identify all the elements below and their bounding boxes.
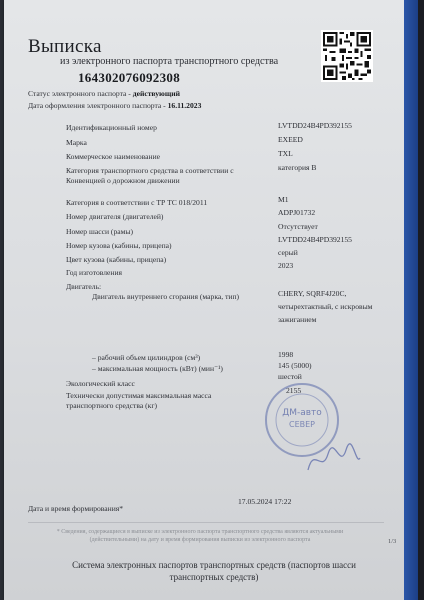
field-label-make: Марка xyxy=(66,138,87,147)
generated-label: Дата и время формирования* xyxy=(28,504,124,513)
field-label-body-number: Номер кузова (кабины, прицепа) xyxy=(66,241,172,250)
field-label-engine-number: Номер двигателя (двигателей) xyxy=(66,212,164,221)
footnote: * Сведения, содержащиеся в выписке из электронного паспорта транспортного средства являются актуальными (действительными) на дату и время формирования выписки из электронного паспорта xyxy=(56,529,344,543)
document-number: 164302076092308 xyxy=(78,70,180,85)
passport-status: Статус электронного паспорта - действующий xyxy=(28,89,181,98)
folder-edge xyxy=(404,0,418,600)
field-value-max-power: 145 (5000) xyxy=(278,361,312,370)
issue-date: Дата оформления электронного паспорта - 16.11.2023 xyxy=(28,101,202,110)
status-value: действующий xyxy=(132,89,181,98)
issue-date-value: 16.11.2023 xyxy=(167,101,202,110)
background-edge xyxy=(418,0,424,600)
system-name: Система электронных паспортов транспортных средств (паспортов шасси транспортных средств) xyxy=(72,560,356,582)
field-label-displacement: – рабочий объем цилиндров (см³) xyxy=(92,353,201,362)
page-subtitle: из электронного паспорта транспортного средства xyxy=(60,56,279,67)
field-value-year: 2023 xyxy=(278,261,294,270)
field-label-engine: Двигатель: xyxy=(66,282,102,291)
qr-code-icon xyxy=(321,30,373,82)
field-label-commercial-name: Коммерческое наименование xyxy=(66,152,161,161)
field-value-body-color: серый xyxy=(278,248,298,257)
field-label-max-power: – максимальная мощность (кВт) (мин⁻¹) xyxy=(92,364,223,373)
field-value-max-mass: 2155 xyxy=(286,386,302,395)
field-label-year: Год изготовления xyxy=(66,268,123,277)
field-value-eco-class: шестой xyxy=(278,372,302,381)
field-label-max-mass: Технически допустимая максимальная масса транспортного средства (кг) xyxy=(66,391,212,410)
page-title: Выписка xyxy=(28,36,102,57)
field-value-category-convention: категория B xyxy=(278,163,317,172)
field-value-engine-type: CHERY, SQRF4J20C, четырехтактный, с искровым зажиганием xyxy=(278,289,373,324)
field-label-eco-class: Экологический класс xyxy=(66,379,135,388)
generated-value: 17.05.2024 17:22 xyxy=(238,497,292,506)
field-value-displacement: 1998 xyxy=(278,350,294,359)
field-label-body-color: Цвет кузова (кабины, прицепа) xyxy=(66,255,167,264)
field-label-category-tr: Категория в соответствии с ТР ТС 018/2011 xyxy=(66,198,208,207)
field-label-chassis-number: Номер шасси (рамы) xyxy=(66,227,134,236)
field-value-engine-number: ADPJ01732 xyxy=(278,208,316,217)
field-label-vin: Идентификационный номер xyxy=(66,123,157,132)
document-page xyxy=(4,0,406,600)
signature-icon xyxy=(304,440,364,480)
field-value-commercial-name: TXL xyxy=(278,149,293,158)
field-value-vin: LVTDD24B4PD392155 xyxy=(278,121,352,130)
field-value-category-tr: M1 xyxy=(278,195,289,204)
field-value-make: EXEED xyxy=(278,135,303,144)
svg-text:СЕВЕР: СЕВЕР xyxy=(288,420,316,429)
field-value-body-number: LVTDD24B4PD392155 xyxy=(278,235,352,244)
field-value-chassis-number: Отсутствует xyxy=(278,222,318,231)
divider xyxy=(28,522,384,523)
field-label-engine-type: Двигатель внутреннего сгорания (марка, тип) xyxy=(92,292,240,301)
svg-text:ДМ-авто: ДМ-авто xyxy=(282,408,322,418)
field-label-category-convention: Категория транспортного средства в соответствии с Конвенцией о дорожном движении xyxy=(66,166,234,185)
page-number: 1/3 xyxy=(388,538,397,545)
